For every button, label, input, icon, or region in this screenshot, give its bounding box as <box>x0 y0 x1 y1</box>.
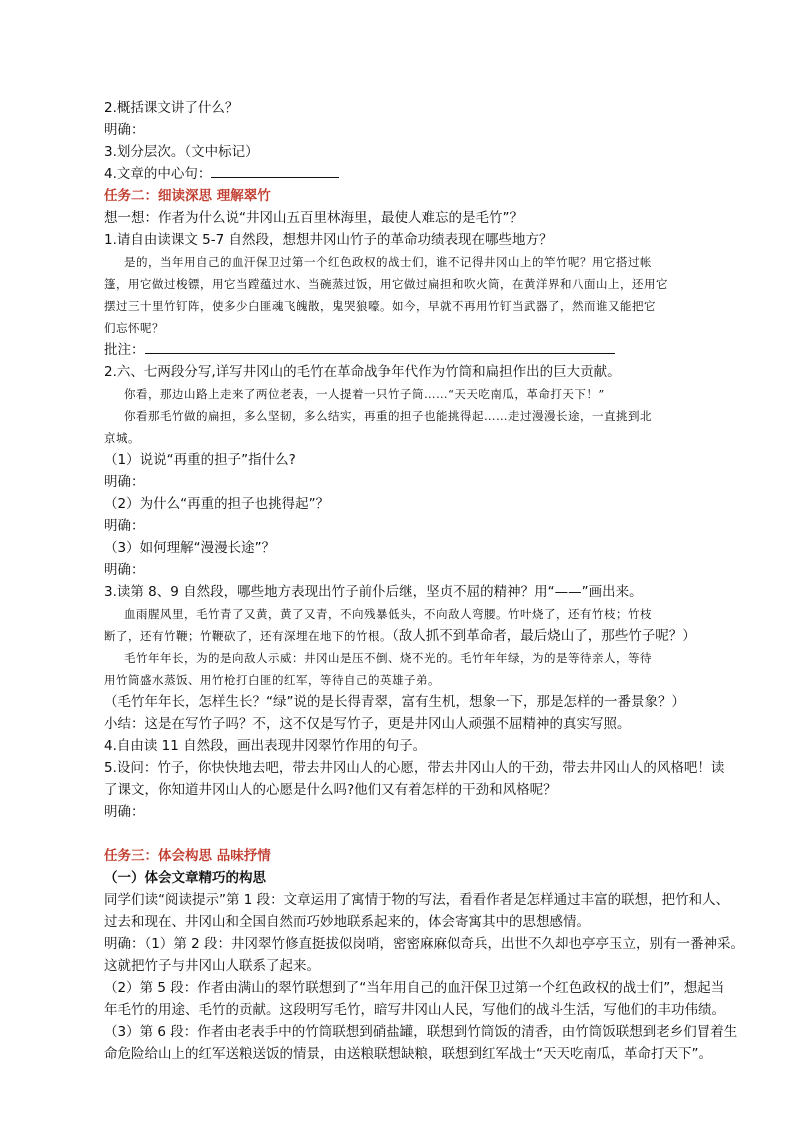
sub-question: （2）为什么“再重的担子也挑得起”？ <box>104 496 330 512</box>
prompt-imagine: （毛竹年年长，怎样生长？“绿”说的是长得青翠，富有生机，想象一下，那是怎样的一番景象？） <box>104 694 685 710</box>
paragraph-line: （2）第 5 段：作者由满山的翠竹联想到了“当年用自己的血汗保卫过第一个红色政权的战士们”，想起当 <box>104 980 725 996</box>
quote-line: 篷，用它做过梭镖，用它当蹚蕴过水、当碗蒸过饭，用它做过扁担和吹火筒，在黄洋界和八面山上，还用它 <box>104 277 668 291</box>
sub-question: （3）如何理解“漫漫长途”？ <box>104 540 276 556</box>
quote-line: 毛竹年年长，为的是向敌人示威：井冈山是压不倒、烧不光的。毛竹年年绿，为的是等待亲人，等待 <box>124 651 652 665</box>
answer-label: 明确： <box>104 518 145 534</box>
question-summary: 2.概括课文讲了什么？ <box>104 100 239 116</box>
sub-question: （1）说说“再重的担子”指什么? <box>104 452 296 468</box>
paragraph-line: 过去和现在、井冈山和全国自然而巧妙地联系起来的，体会寄寓其中的思想感情。 <box>104 914 590 930</box>
quote-line: 你看那毛竹做的扁担，多么坚韧，多么结实，再重的担子也能挑得起……走过漫漫长途，一直挑到北 <box>124 409 652 423</box>
annotation-blank[interactable] <box>145 341 615 354</box>
question-2: 2.六、七两段分写,详写井冈山的毛竹在革命战争年代作为竹筒和扁担作出的巨大贡献。 <box>104 364 621 380</box>
question-central-sentence: 4.文章的中心句： <box>104 164 339 184</box>
answer-label: 明确： <box>104 804 145 820</box>
quote-line: 们忘怀呢？ <box>104 321 164 335</box>
annotation-field: 批注： <box>104 340 615 360</box>
subsection-heading: （一）体会文章精巧的构思 <box>104 870 266 886</box>
quote-line: 用竹筒盛水蒸饭、用竹枪打白匪的红军，等待自己的英雄子弟。 <box>104 673 440 687</box>
paragraph-line: 年毛竹的用途、毛竹的贡献。这段明写毛竹，暗写井冈山人民，写他们的战斗生活，写他们的丰功伟绩。 <box>104 1002 725 1018</box>
paragraph-line: 明确：（1）第 2 段：井冈翠竹修直挺拔似岗哨，密密麻麻似奇兵，出世不久却也亭亭玉立，别有一番神采。 <box>104 936 745 952</box>
question-4: 4.自由读 11 自然段，画出表现井冈翠竹作用的句子。 <box>104 738 427 754</box>
quote-line: 京城。 <box>104 431 140 445</box>
task3-heading: 任务三：体会构思 品味抒情 <box>104 848 271 864</box>
paragraph-line: （3）第 6 段：作者由老表手中的竹筒联想到硝盐罐，联想到竹筒饭的清香，由竹筒饭联想到老乡们冒着生 <box>104 1024 738 1040</box>
think-question: 想一想：作者为什么说“井冈山五百里林海里，最使人难忘的是毛竹”？ <box>104 210 523 226</box>
answer-blank[interactable] <box>211 165 339 178</box>
quote-line: 是的，当年用自己的血汗保卫过第一个红色政权的战士们，谁不记得井冈山上的竿竹呢？用它搭过帐 <box>124 255 652 269</box>
quote-line-mixed: 断了，还有竹鞭；竹鞭砍了，还有深埋在地下的竹根。（敌人抓不到革命者，最后烧山了，那些竹子呢？） <box>104 628 696 644</box>
answer-label: 明确： <box>104 474 145 490</box>
question-3: 3.读第 8、9 自然段，哪些地方表现出竹子前仆后继，坚贞不屈的精神？用“——”画出来。 <box>104 584 643 600</box>
quote-line: 你看，那边山路上走来了两位老表，一人提着一只竹子筒……“天天吃南瓜，革命打天下！” <box>124 387 605 401</box>
question-5-cont: 了课文，你知道井冈山人的心愿是什么吗?他们又有着怎样的干劲和风格呢？ <box>104 782 557 798</box>
summary-line: 小结：这是在写竹子吗？不，这不仅是写竹子，更是井冈山人顽强不屈精神的真实写照。 <box>104 716 631 732</box>
paragraph-line: 同学们读“阅读提示”第 1 段：文章运用了寓情于物的写法，看看作者是怎样通过丰富的联想，把竹和人、 <box>104 892 730 908</box>
question-1: 1.请自由读课文 5-7 自然段，想想井冈山竹子的革命功绩表现在哪些地方？ <box>104 232 553 248</box>
quote-line: 血雨腥风里，毛竹青了又黄，黄了又青，不向残暴低头，不向敌人弯腰。竹叶烧了，还有竹枝；竹枝 <box>124 607 652 621</box>
question-5: 5.设问：竹子，你快快地去吧，带去井冈山人的心愿，带去井冈山人的干劲，带去井冈山人的风格吧！读 <box>104 760 725 776</box>
answer-label: 明确： <box>104 122 145 138</box>
question-layers: 3.划分层次。（文中标记） <box>104 144 259 160</box>
answer-label: 明确： <box>104 562 145 578</box>
paragraph-line: 命危险给山上的红军送粮送饭的情景，由送粮联想缺粮，联想到红军战士“天天吃南瓜，革命打天下”。 <box>104 1046 712 1062</box>
paragraph-line: 这就把竹子与井冈山人联系了起来。 <box>104 958 320 974</box>
quote-line: 摆过三十里竹钉阵，使多少白匪魂飞魄散，鬼哭狼嚎。如今，早就不再用竹钉当武器了，然而谁又能把它 <box>104 299 656 313</box>
task2-heading: 任务二：细读深思 理解翠竹 <box>104 188 271 204</box>
